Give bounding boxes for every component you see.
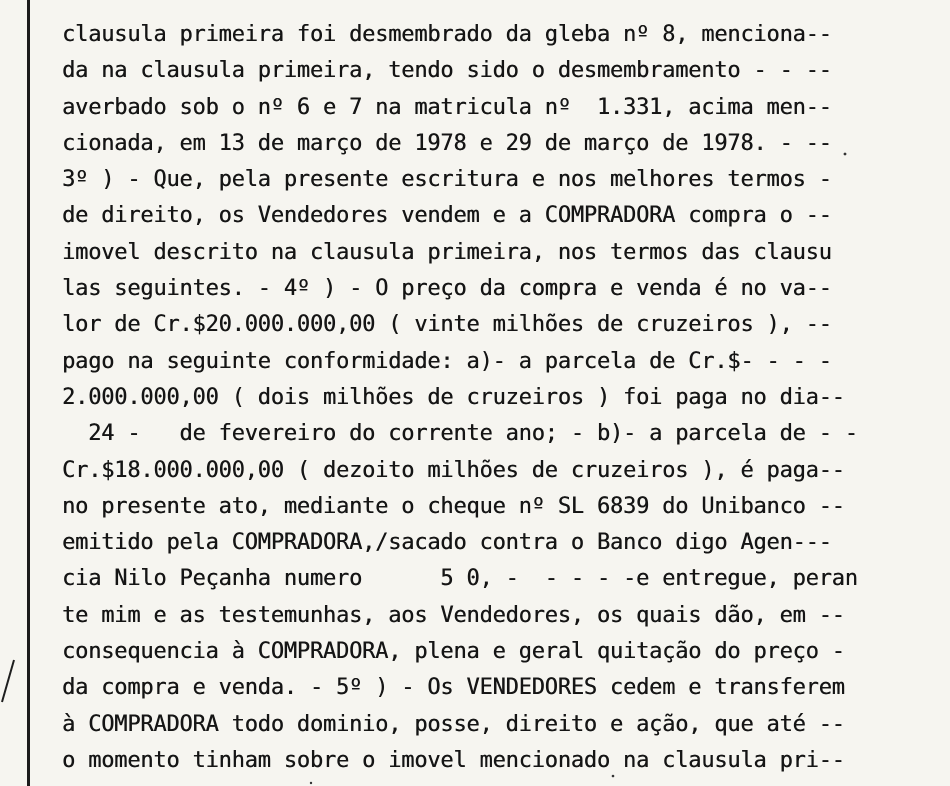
- text-line: no presente ato, mediante o cheque nº SL 6839 do Unibanco --: [62, 493, 845, 519]
- text-line: las seguintes. - 4º ) - O preço da compra e venda é no va--: [62, 276, 832, 302]
- text-line: clausula primeira foi desmembrado da gleba nº 8, menciona--: [62, 22, 832, 47]
- text-line: 2.000.000,00 ( dois milhões de cruzeiros ) foi paga no dia--: [62, 384, 845, 410]
- text-line: te mim e as testemunhas, aos Vendedores, os quais dão, em --: [62, 602, 845, 628]
- text-line: imovel descrito na clausula primeira, nos termos das clausu: [62, 239, 832, 265]
- text-line: cionada, em 13 de março de 1978 e 29 de março de 1978. - --: [62, 130, 832, 156]
- text-line: cia Nilo Peçanha numero 5 0, - - - - -e entregue, peran: [62, 566, 858, 592]
- text-line: da na clausula primeira, tendo sido o desmembramento - - --: [62, 58, 832, 84]
- text-line: 3º ) - Que, pela presente escritura e nos melhores termos -: [62, 167, 832, 193]
- text-line: lor de Cr.$20.000.000,00 ( vinte milhões de cruzeiros ), --: [62, 312, 832, 338]
- text-line: da compra e venda. - 5º ) - Os VENDEDORES cedem e transferem: [62, 675, 845, 701]
- text-line: pago na seguinte conformidade: a)- a parcela de Cr.$- - - -: [62, 348, 832, 374]
- text-line: averbado sob o nº 6 e 7 na matricula nº 1.331, acima men--: [62, 94, 832, 120]
- pen-stroke-mark: [2, 660, 14, 702]
- text-line: de direito, os Vendedores vendem e a COMPRADORA compra o --: [62, 203, 832, 229]
- text-line: consequencia à COMPRADORA, plena e geral quitação do preço -: [62, 639, 845, 665]
- text-line: Cr.$18.000.000,00 ( dezoito milhões de cruzeiros ), é paga--: [62, 457, 845, 483]
- text-line: o momento tinham sobre o imovel mencionado na clausula pri--: [62, 747, 845, 773]
- typewritten-text: [62, 17, 924, 779]
- text-line: à COMPRADORA todo dominio, posse, direito e ação, que até --: [62, 711, 845, 737]
- text-line: 24 - de fevereiro do corrente ano; - b)- a parcela de - -: [62, 421, 858, 447]
- scan-speck: [310, 782, 312, 784]
- margin-border-line: [27, 0, 30, 786]
- text-line: emitido pela COMPRADORA,/sacado contra o Banco digo Agen---: [62, 530, 832, 556]
